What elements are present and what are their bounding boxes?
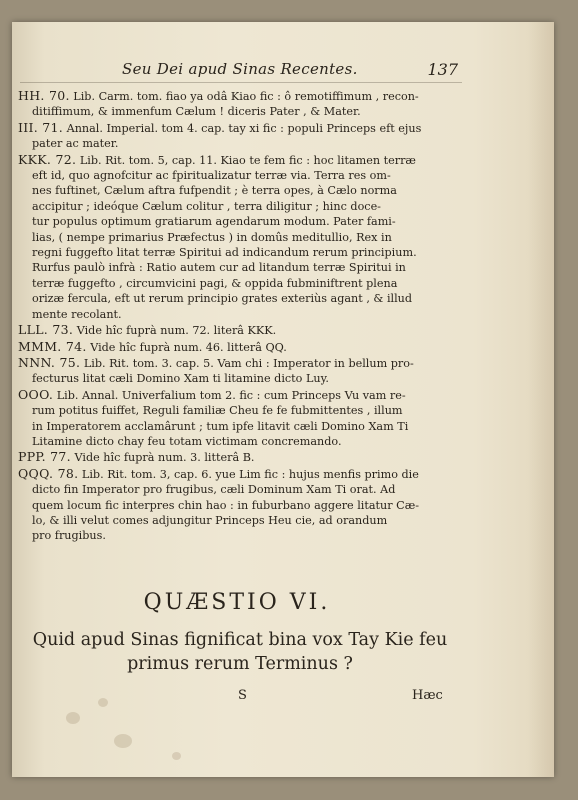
entry-marker: MMM. 74. — [18, 338, 87, 354]
entry-marker: KKK. 72. — [18, 151, 77, 167]
book-page — [12, 22, 554, 777]
entry-line: Vide hîc fuprà num. 72. literâ KKK. — [76, 324, 277, 338]
entry-line: Lib. Annal. Univerfalium tom 2. fic : cum Princeps Vu vam re- — [56, 388, 406, 402]
entry-line: Annal. Imperial. tom 4. cap. tay xi fic : populi Princeps eft ejus — [66, 121, 422, 135]
entry-line: fecturus litat cæli Domino Xam ti litamine dicto Luy. — [32, 372, 329, 386]
entry-line: orizæ fercula, eft ut rerum principio grates exteriùs agant , & illud — [32, 292, 413, 306]
entry-line: Vide hîc fuprà num. 3. litterâ B. — [74, 451, 255, 465]
question-heading: QUÆSTIO VI. — [143, 590, 331, 615]
entry-line: eft id, quo agnofcitur ac fpiritualizatur terræ via. Terra res om- — [32, 169, 391, 183]
entry-line: Lib. Rit. tom. 3, cap. 6. yue Lim fic : hujus menfis primo die — [81, 467, 419, 481]
entry-marker: III. 71. — [18, 119, 64, 135]
page-number: 137 — [427, 60, 458, 79]
foxing-spot — [172, 752, 181, 760]
entry-marker: LLL. 73. — [18, 322, 74, 338]
entry-line: Lib. Carm. tom. fiao ya odâ Kiao fic : ô remotiffimum , recon- — [73, 90, 419, 103]
entry-line: tur populus optimum gratiarum agendarum modum. Pater fami- — [32, 215, 396, 229]
entry-line: dicto fin Imperator pro frugibus, cæli Dominum Xam Ti orat. Ad — [32, 483, 396, 497]
entry-line: rum potitus fuiffet, Reguli familiæ Cheu fe fe fubmittentes , illum — [32, 404, 403, 418]
entry — [18, 466, 452, 544]
entry-marker: OOO. — [18, 386, 54, 402]
entry-line: accipitur ; ideóque Cælum colitur , terra diligitur ; hinc doce- — [32, 199, 381, 213]
entry-line: lias, ( nempe primarius Præfectus ) in domûs meditullio, Rex in — [32, 230, 392, 244]
entry-line: ditiffimum, & immenfum Cælum ! diceris Pater , & Mater. — [32, 105, 361, 119]
entry-marker: NNN. 75. — [18, 354, 81, 370]
foxing-spot — [98, 698, 108, 707]
running-head: Seu Dei apud Sinas Recentes. — [122, 60, 358, 78]
entry-line: Lib. Rit. tom. 5, cap. 11. Kiao te fem fic : hoc litamen terræ — [79, 153, 416, 167]
entry-line: Rurfus paulò infrà : Ratio autem cur ad litandum terræ Spiritui in — [32, 261, 406, 275]
entry-line: terræ fuggefto , circumvicini pagi, & oppida fubminiftrent plena — [32, 276, 398, 290]
entry-line: pro frugibus. — [32, 529, 106, 543]
entries-list — [18, 88, 452, 544]
entry — [18, 449, 452, 465]
entry-line: pater ac mater. — [32, 137, 119, 151]
entry-marker: HH. 70. — [18, 88, 70, 103]
foxing-spot — [66, 712, 80, 724]
entry-line: Litamine dicto chay feu totam victimam concremando. — [32, 434, 342, 448]
signature-mark: S — [238, 688, 247, 703]
entry-line: quem locum fic interpres chin hao : in fuburbano aggere litatur Cæ- — [32, 498, 420, 512]
entry — [18, 322, 452, 338]
entry-line: Lib. Rit. tom. 3. cap. 5. Vam chi : Imperator in bellum pro- — [83, 356, 414, 370]
question-title-line: Quid apud Sinas fignificat bina vox Tay Kie feu — [32, 630, 448, 650]
entry-line: Vide hîc fuprà num. 46. litterâ QQ. — [90, 340, 287, 354]
entry-line: regni fuggefto litat terræ Spiritui ad indicandum rerum principium. — [32, 246, 417, 260]
catchword: Hæc — [412, 688, 443, 703]
question-title — [20, 628, 460, 676]
question-title-line: primus rerum Terminus ? — [127, 654, 353, 674]
entry — [18, 339, 452, 355]
header-rule — [20, 82, 462, 83]
page-edge-shadow — [528, 22, 554, 777]
entry-marker: PPP. 77. — [18, 449, 71, 465]
entry — [18, 387, 452, 450]
entry-marker: QQQ. 78. — [18, 465, 79, 481]
foxing-spot — [114, 734, 132, 748]
entry-line: mente recolant. — [32, 307, 122, 321]
entry-line: in Imperatorem acclamârunt ; tum ipfe litavit cæli Domino Xam Ti — [32, 419, 409, 433]
entry-line: lo, & illi velut comes adjungitur Princeps Heu cie, ad orandum — [32, 513, 388, 527]
entry — [18, 355, 452, 387]
entry — [18, 152, 452, 322]
entry-line: nes fuftinet, Cælum aftra fufpendit ; è terra opes, à Cælo norma — [32, 184, 397, 198]
entry — [18, 120, 452, 152]
entry — [18, 88, 452, 120]
